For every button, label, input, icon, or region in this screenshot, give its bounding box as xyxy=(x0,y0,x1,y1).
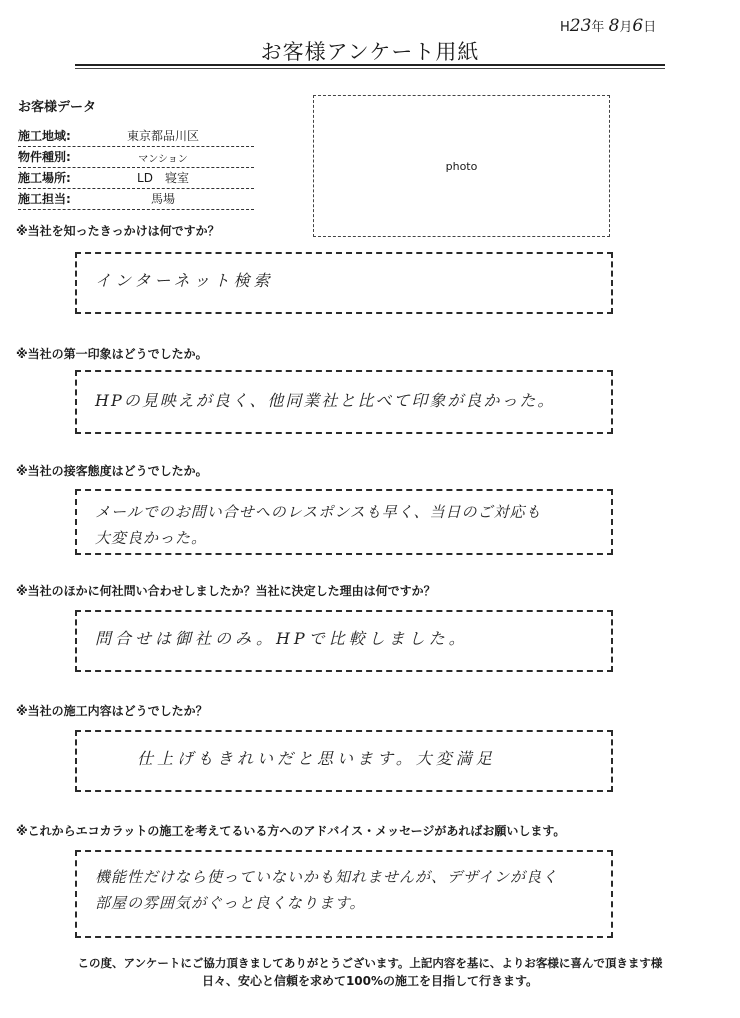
photo-label: photo xyxy=(445,160,478,173)
answer-box-5 xyxy=(75,730,613,792)
answer-box-2 xyxy=(75,370,613,434)
info-label: 施工場所: xyxy=(18,171,71,185)
answer-box-4 xyxy=(75,610,613,672)
photo-placeholder xyxy=(313,95,610,237)
date-era: H xyxy=(560,20,570,35)
question-6: ※これからエコカラットの施工を考えてるいる方へのアドバイス・メッセージがあればお願いします。 xyxy=(16,824,566,838)
answer-text-4: 問合せは御社のみ。HPで比較しました。 xyxy=(95,629,469,648)
question-1: ※当社を知ったきっかけは何ですか？ xyxy=(16,224,220,238)
footer-line-2: 日々、安心と信頼を求めて100%の施工を目指して行きます。 xyxy=(201,974,539,988)
question-3: ※当社の接客態度はどうでしたか。 xyxy=(16,464,208,478)
answer-box-3 xyxy=(75,489,613,555)
date-day: 6 xyxy=(632,16,644,36)
date-year: 23 xyxy=(569,16,592,36)
question-2: ※当社の第一印象はどうでしたか。 xyxy=(16,347,208,361)
question-4: ※当社のほかに何社問い合わせしましたか？当社に決定した理由は何ですか？ xyxy=(16,584,436,598)
info-label: 施工担当: xyxy=(18,192,71,206)
info-value: マンション xyxy=(138,154,188,165)
survey-date xyxy=(560,16,656,36)
date-day-unit: 日 xyxy=(643,20,657,35)
info-row-area xyxy=(18,126,254,147)
title-rule xyxy=(75,68,665,69)
answer-text-3: メールでのお問い合せへのレスポンスも早く、当日のご対応も 大変良かった。 xyxy=(95,503,542,547)
info-value: 馬場 xyxy=(150,192,175,206)
customer-section-title: お客様データ xyxy=(18,100,97,115)
answer-text-6: 機能性だけなら使っていないかも知れませんが、デザインが良く 部屋の雰囲気がぐっと良くなります。 xyxy=(95,868,558,912)
footer-line-1: この度、アンケートにご協力頂きましてありがとうございます。上記内容を基に、よりお客様に喜んで頂きます様 xyxy=(77,956,663,970)
question-5: ※当社の施工内容はどうでしたか？ xyxy=(16,704,208,718)
info-value: LD 寝室 xyxy=(137,171,189,185)
info-row-location xyxy=(18,168,254,189)
date-month: 8 xyxy=(608,16,620,36)
info-label: 施工地域: xyxy=(18,129,71,143)
info-label: 物件種別: xyxy=(18,150,71,164)
date-year-unit: 年 xyxy=(591,20,605,35)
date-month-unit: 月 xyxy=(619,20,633,35)
info-row-property-type xyxy=(18,147,254,168)
page-title: お客様アンケート用紙 xyxy=(260,40,480,64)
title-rule xyxy=(75,64,665,66)
answer-box-1 xyxy=(75,252,613,314)
answer-text-1: インターネット検索 xyxy=(95,271,274,290)
answer-box-6 xyxy=(75,850,613,938)
info-value: 東京都品川区 xyxy=(126,129,199,143)
answer-text-2: HPの見映えが良く、他同業社と比べて印象が良かった。 xyxy=(95,391,556,410)
info-row-staff xyxy=(18,189,254,210)
answer-text-5: 仕上げもきれいだと思います。大変満足 xyxy=(137,749,496,768)
